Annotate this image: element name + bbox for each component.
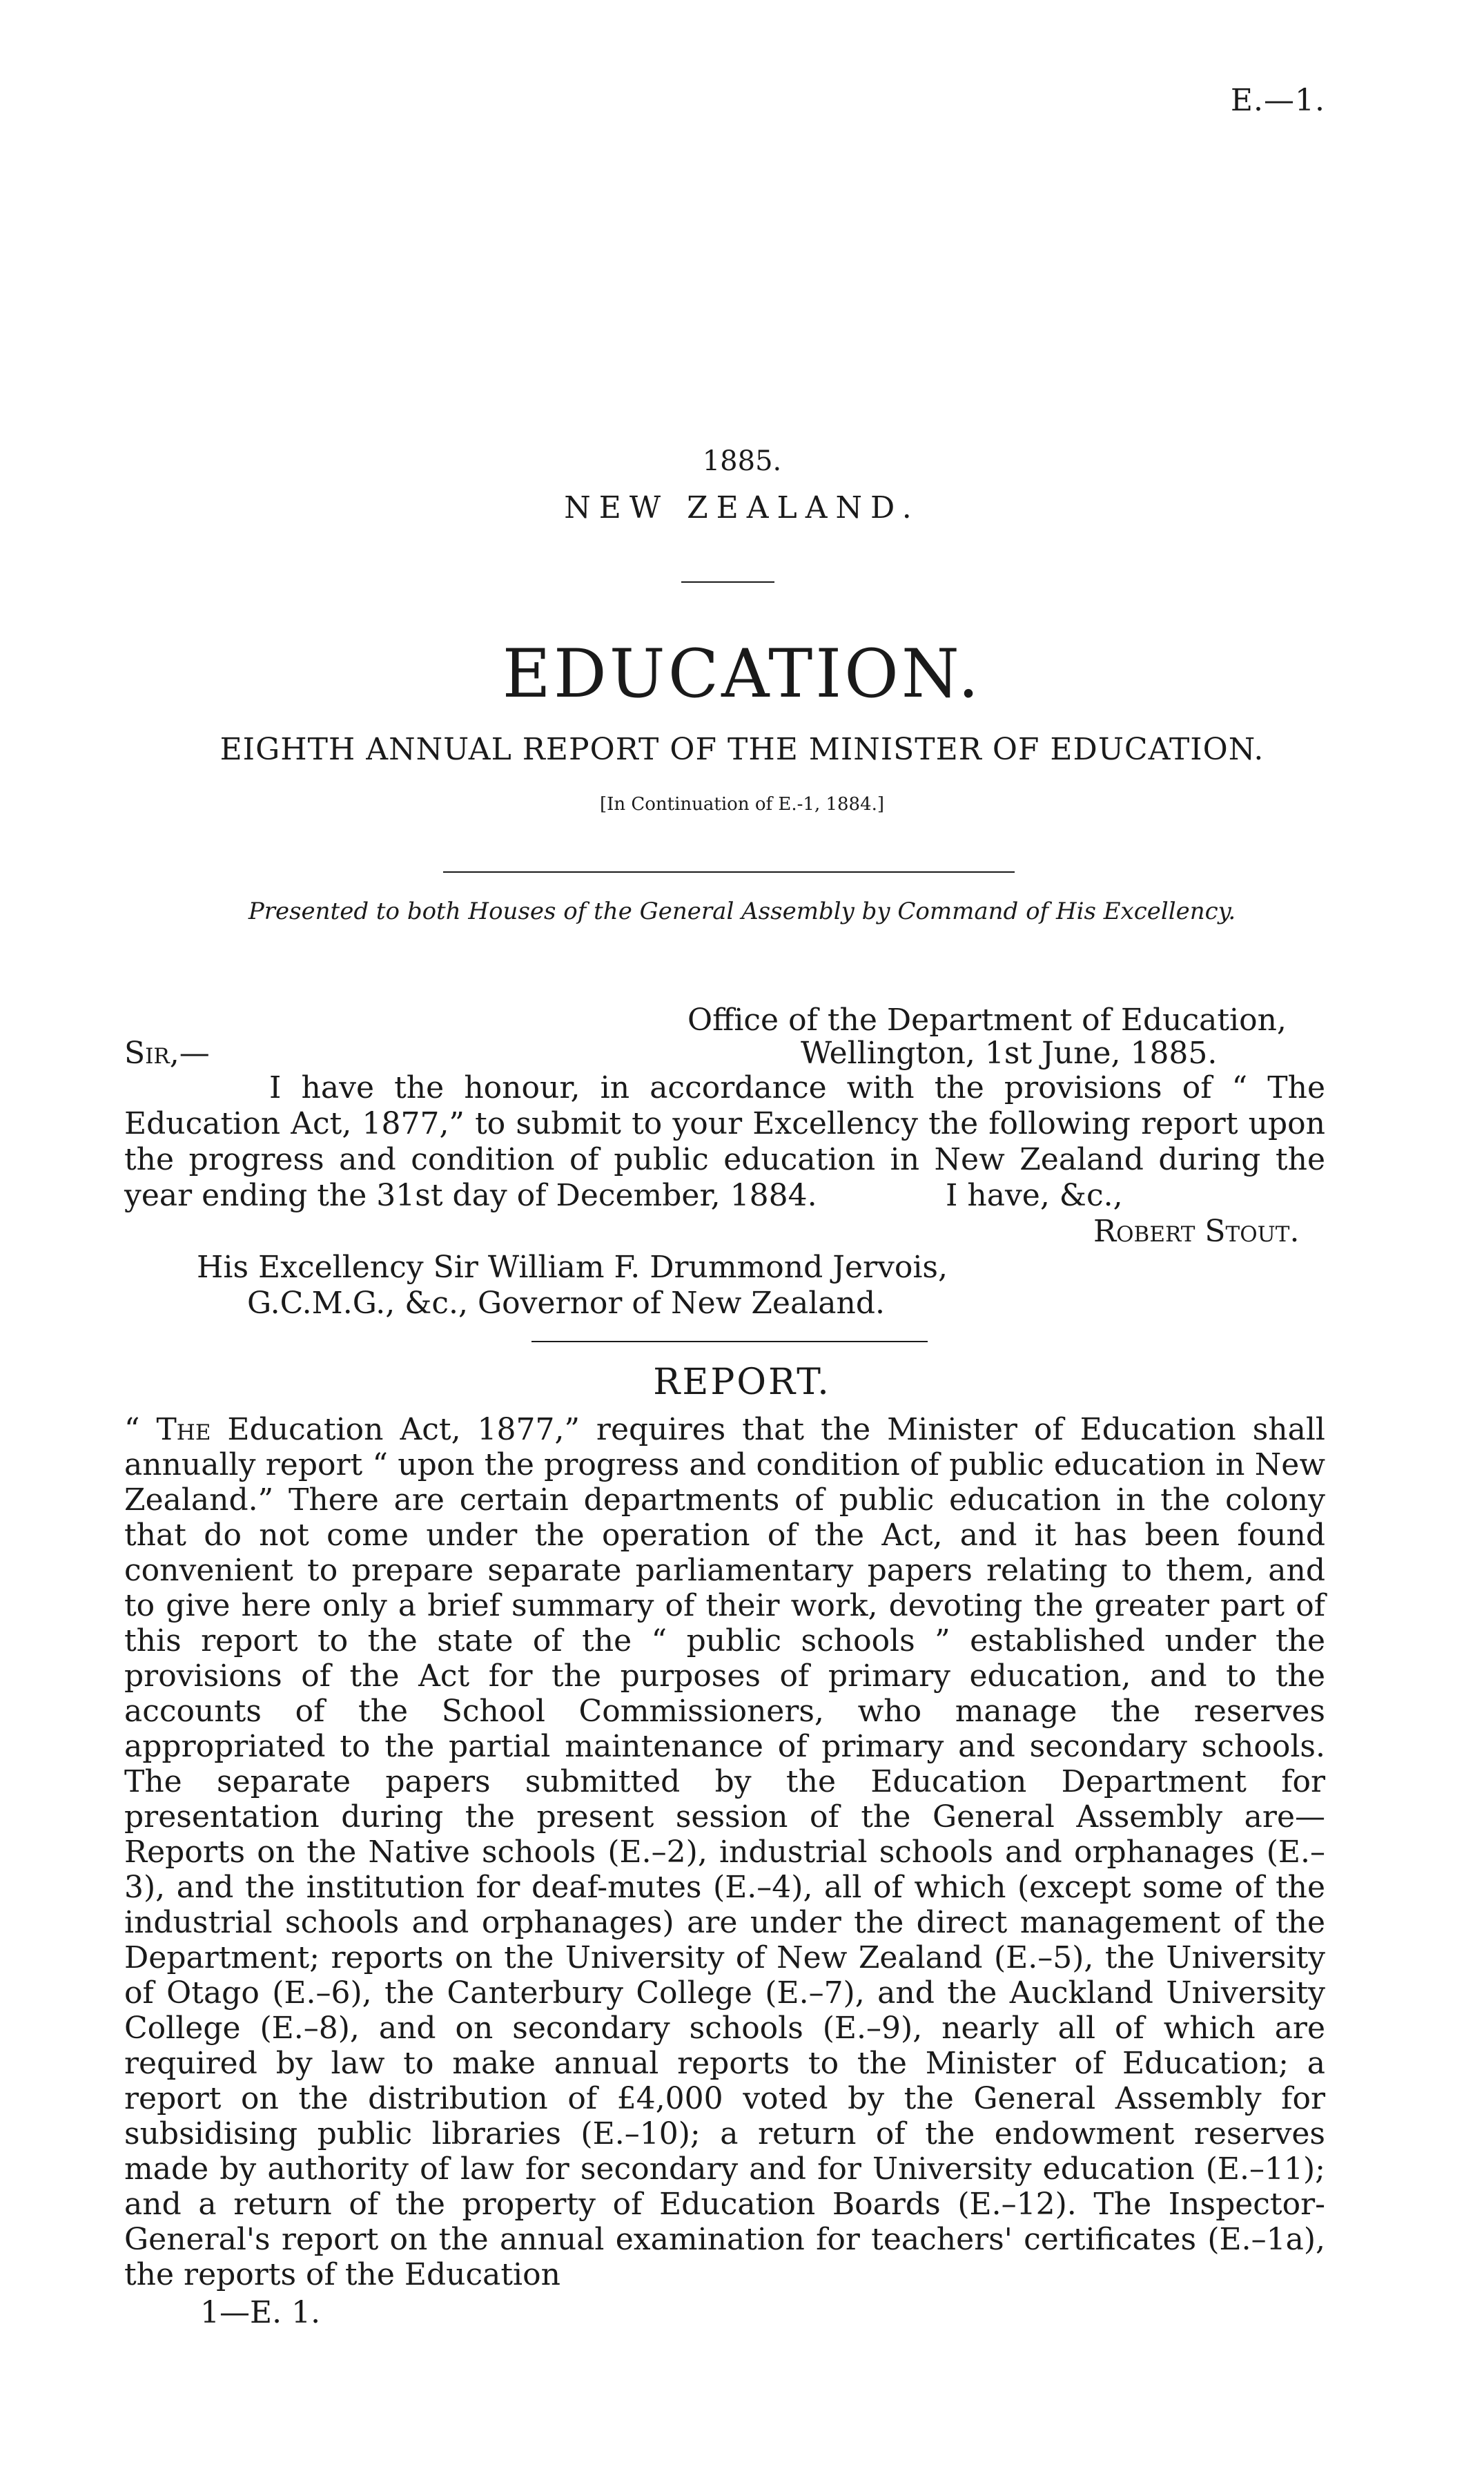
country: NEW ZEALAND.	[564, 490, 920, 525]
page-code: E.—1.	[1230, 83, 1325, 118]
document-title: EDUCATION.	[502, 635, 982, 713]
presented-line: Presented to both Houses of the General Assembly by Command of His Excellency.	[248, 898, 1236, 925]
divider-rule	[531, 1341, 928, 1342]
divider-rule	[681, 581, 774, 583]
year: 1885.	[702, 445, 782, 477]
letter-body: I have the honour, in accordance with the provisions of “ The Education Act, 1877,” to submit to your Excellency the following report upon the progress and condition of public education in New Zealand during the year ending the 31st day of December, 1884.	[124, 1070, 1325, 1213]
letter-signature: Robert Stout.	[1093, 1214, 1300, 1249]
letter-addressee-line2: G.C.M.G., &c., Governor of New Zealand.	[247, 1286, 885, 1321]
letter-salutation: Sir,—	[124, 1036, 210, 1071]
letter-addressee-line1: His Excellency Sir William F. Drummond Jervois,	[197, 1250, 948, 1285]
report-text: Education Act, 1877,” requires that the Minister of Education shall annually report “ upon the progress and condition of public education in New Zealand.” There are certain departments of public education in the colony that do not come under the operation of the Act, and it has been found convenient to prepare separate parliamentary papers relating to them, and to give here only a brief summary of their work, devoting the greater part of this report to the state of the “ public schools ” established under the provisions of the Act for the purposes of primary education, and to the accounts of the School Commissioners, who manage the reserves appropriated to the partial maintenance of primary and secondary schools. The separate papers submitted by the Education Department for presentation during the present session of the General Assembly are—Reports on the Native schools (E.–2), industrial schools and orphanages (E.–3), and the institution for deaf-mutes (E.–4), all of which (except some of the industrial schools and orphanages) are under the direct management of the Department; reports on the University of New Zealand (E.–5), the University of Otago (E.–6), the Canterbury College (E.–7), and the Auckland University College (E.–8), and on secondary schools (E.–9), nearly all of which are required by law to make annual reports to the Minister of Education; a report on the distribution of £4,000 voted by the General Assembly for subsidising public libraries (E.–10); a return of the endowment reserves made by authority of law for secondary and for University education (E.–11); and a return of the property of Education Boards (E.–12). The Inspector-General's report on the annual examination for teachers' certificates (E.–1a), the reports of the Education	[124, 1412, 1325, 2292]
letter-dateline: Wellington, 1st June, 1885.	[801, 1036, 1218, 1071]
letter-closing: I have, &c.,	[946, 1178, 1123, 1213]
document-subtitle: EIGHTH ANNUAL REPORT OF THE MINISTER OF EDUCATION.	[219, 732, 1265, 767]
letter-office: Office of the Department of Education,	[687, 1003, 1287, 1038]
signature-mark: 1—E. 1.	[200, 2295, 321, 2330]
report-body	[124, 1412, 1325, 2292]
report-lead: “ The	[124, 1412, 211, 1447]
continuation-note: [In Continuation of E.-1, 1884.]	[599, 794, 885, 815]
divider-rule	[443, 871, 1015, 873]
report-heading: REPORT.	[653, 1362, 831, 1403]
